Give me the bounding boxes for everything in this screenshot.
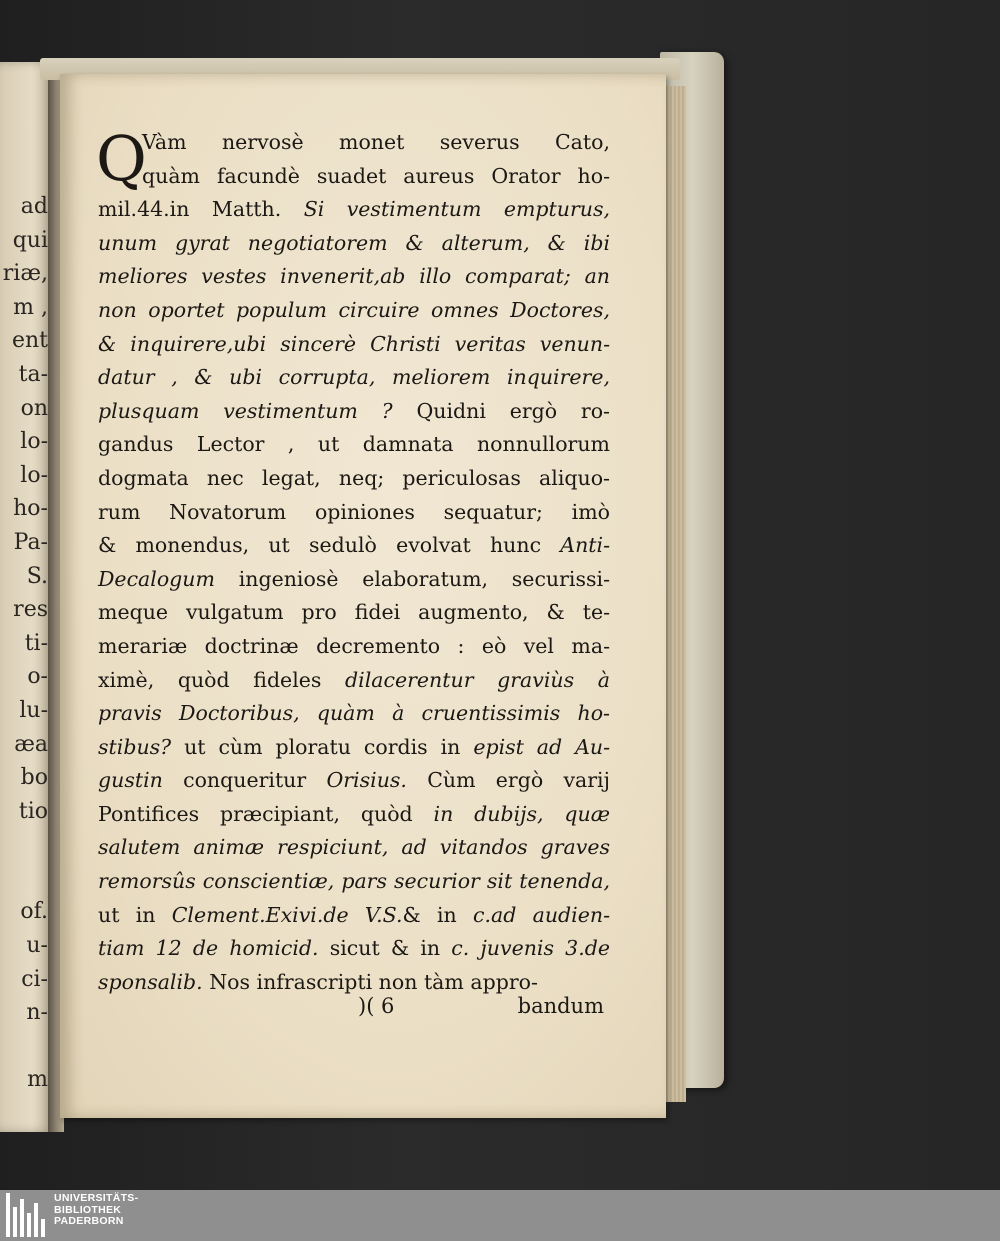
text-line (98, 764, 610, 798)
text-line (98, 395, 610, 429)
text-line (98, 160, 610, 194)
italic-text: gustin (98, 768, 184, 793)
roman-text: ingeniosè elaboratum, securissi- (238, 566, 611, 591)
italic-text: remorsûs conscientiæ, pars securior sit tenenda, (98, 869, 610, 894)
roman-text: ut cùm ploratu cordis in (184, 734, 474, 759)
text-line (98, 227, 610, 261)
roman-text: mil.44.in Matth. (98, 197, 304, 222)
italic-text: tiam 12 de homicid. (98, 936, 319, 961)
catchword: bandum (517, 994, 604, 1018)
italic-text: dilacerentur graviùs à (345, 667, 610, 692)
italic-text: plusquam vestimentum ? (98, 398, 417, 423)
previous-page-line: ho- (13, 496, 48, 522)
text-line (98, 630, 610, 664)
roman-text: Vàm nervosè monet severus Cato, (142, 130, 610, 154)
roman-text: gandus Lector , ut damnata nonnullorum (98, 432, 610, 457)
roman-text: sicut & in (318, 936, 452, 961)
italic-text: stibus? (98, 734, 185, 759)
library-name-line-2: BIBLIOTHEK (54, 1203, 122, 1216)
roman-text: Quidni ergò ro- (416, 398, 610, 423)
page-edges (664, 86, 686, 1102)
previous-page-line: lo- (20, 462, 48, 488)
italic-text: c. juvenis 3.de (451, 936, 610, 961)
library-name (54, 1193, 138, 1228)
text-line (98, 563, 610, 597)
previous-page-line: u- (26, 933, 48, 959)
italic-text: Orisius. (326, 768, 407, 793)
italic-text: in dubijs, quæ (433, 801, 610, 826)
italic-text: Clement.Exivi.de V.S. (171, 902, 403, 927)
roman-text: conqueritur (183, 768, 327, 793)
roman-text: ximè, quòd fideles (98, 667, 346, 692)
roman-text: Nos infrascripti non tàm appro- (202, 969, 538, 994)
previous-page-line: tio (18, 798, 48, 824)
roman-text: dogmata nec legat, neq; periculosas aliquo- (98, 465, 610, 490)
text-line (98, 899, 610, 933)
drop-initial: Q (96, 122, 147, 195)
previous-page-line: ci- (21, 966, 48, 992)
previous-page-line: qui (12, 227, 48, 253)
previous-page-line: o- (27, 664, 48, 690)
previous-page-line: ad (20, 194, 48, 219)
italic-text: non oportet populum circuire omnes Doctores, (98, 297, 610, 322)
italic-text: Anti- (560, 533, 610, 558)
previous-page-line: ti- (24, 630, 48, 656)
text-line (98, 664, 610, 698)
library-name-line-1: UNIVERSITÄTS- (54, 1192, 139, 1204)
text-line (98, 496, 610, 530)
roman-text: quàm facundè suadet aureus Orator ho- (142, 163, 610, 188)
previous-page-line: on (20, 395, 48, 421)
previous-page-line: ta- (18, 361, 48, 387)
italic-text: pravis Doctoribus, quàm à cruentissimis ho- (98, 701, 610, 726)
text-line (98, 831, 610, 865)
previous-page-line: riæ, (2, 261, 48, 287)
signature-mark: )( 6 (358, 994, 395, 1018)
roman-text: & in (402, 902, 474, 927)
text-line (98, 932, 610, 966)
text-line (98, 798, 610, 832)
text-line (98, 865, 610, 899)
previous-page-line: bo (20, 765, 48, 791)
roman-text: merariæ doctrinæ decremento : eò vel ma- (98, 633, 610, 658)
text-line (98, 731, 610, 765)
previous-page-line: res (13, 597, 48, 623)
italic-text: epist ad Au- (473, 734, 610, 759)
previous-page-line (0, 828, 50, 862)
previous-page (0, 62, 52, 1132)
roman-text: Cùm ergò varij (406, 768, 610, 793)
roman-text: Pontifices præcipiant, quòd (98, 801, 434, 826)
previous-page-line: m (27, 1067, 48, 1093)
italic-text: meliores vestes invenerit,ab illo comparat; an (98, 264, 610, 289)
text-line (98, 328, 610, 362)
previous-page-line (0, 862, 50, 896)
text-line (98, 529, 610, 563)
roman-text: ut in (98, 902, 172, 927)
text-line (98, 428, 610, 462)
italic-text: c.ad audien- (473, 902, 610, 927)
italic-text: sponsalib. (98, 969, 203, 994)
library-logo-icon (6, 1193, 46, 1237)
page-footer (98, 994, 610, 1028)
roman-text: & monendus, ut sedulò evolvat hunc (98, 533, 561, 558)
italic-text: & inquirere,ubi sincerè Christi veritas venun- (98, 331, 610, 356)
previous-page-line: n- (26, 1000, 48, 1026)
text-line (98, 462, 610, 496)
page-text (96, 122, 611, 999)
text-line (98, 361, 610, 395)
book-page (60, 74, 666, 1118)
previous-page-line: Pa- (13, 529, 48, 555)
previous-page-line: m , (13, 294, 48, 320)
previous-page-line: of. (20, 899, 48, 925)
library-footer-bar (0, 1190, 1000, 1241)
previous-page-line: lo- (20, 429, 48, 455)
previous-page-text (0, 190, 50, 1097)
text-line (98, 193, 610, 227)
previous-page-line: æa (14, 731, 48, 757)
text-line (98, 126, 610, 160)
text-line (98, 596, 610, 630)
italic-text: datur , & ubi corrupta, meliorem inquirere, (98, 365, 610, 390)
italic-text: Si vestimentum empturus, (303, 197, 610, 222)
roman-text: meque vulgatum pro fidei augmento, & te- (98, 600, 610, 625)
previous-page-line: S. (26, 563, 48, 589)
italic-text: salutem animæ respiciunt, ad vitandos graves (98, 835, 610, 860)
text-line (98, 294, 610, 328)
roman-text: rum Novatorum opiniones sequatur; imò (98, 499, 610, 524)
italic-text: unum gyrat negotiatorem & alterum, & ibi (98, 230, 610, 255)
previous-page-line: ent (11, 328, 48, 354)
text-line (98, 260, 610, 294)
text-line (98, 697, 610, 731)
library-name-line-3: PADERBORN (54, 1215, 124, 1227)
italic-text: Decalogum (98, 566, 239, 591)
previous-page-line (0, 1030, 50, 1064)
previous-page-line: lu- (19, 697, 48, 723)
